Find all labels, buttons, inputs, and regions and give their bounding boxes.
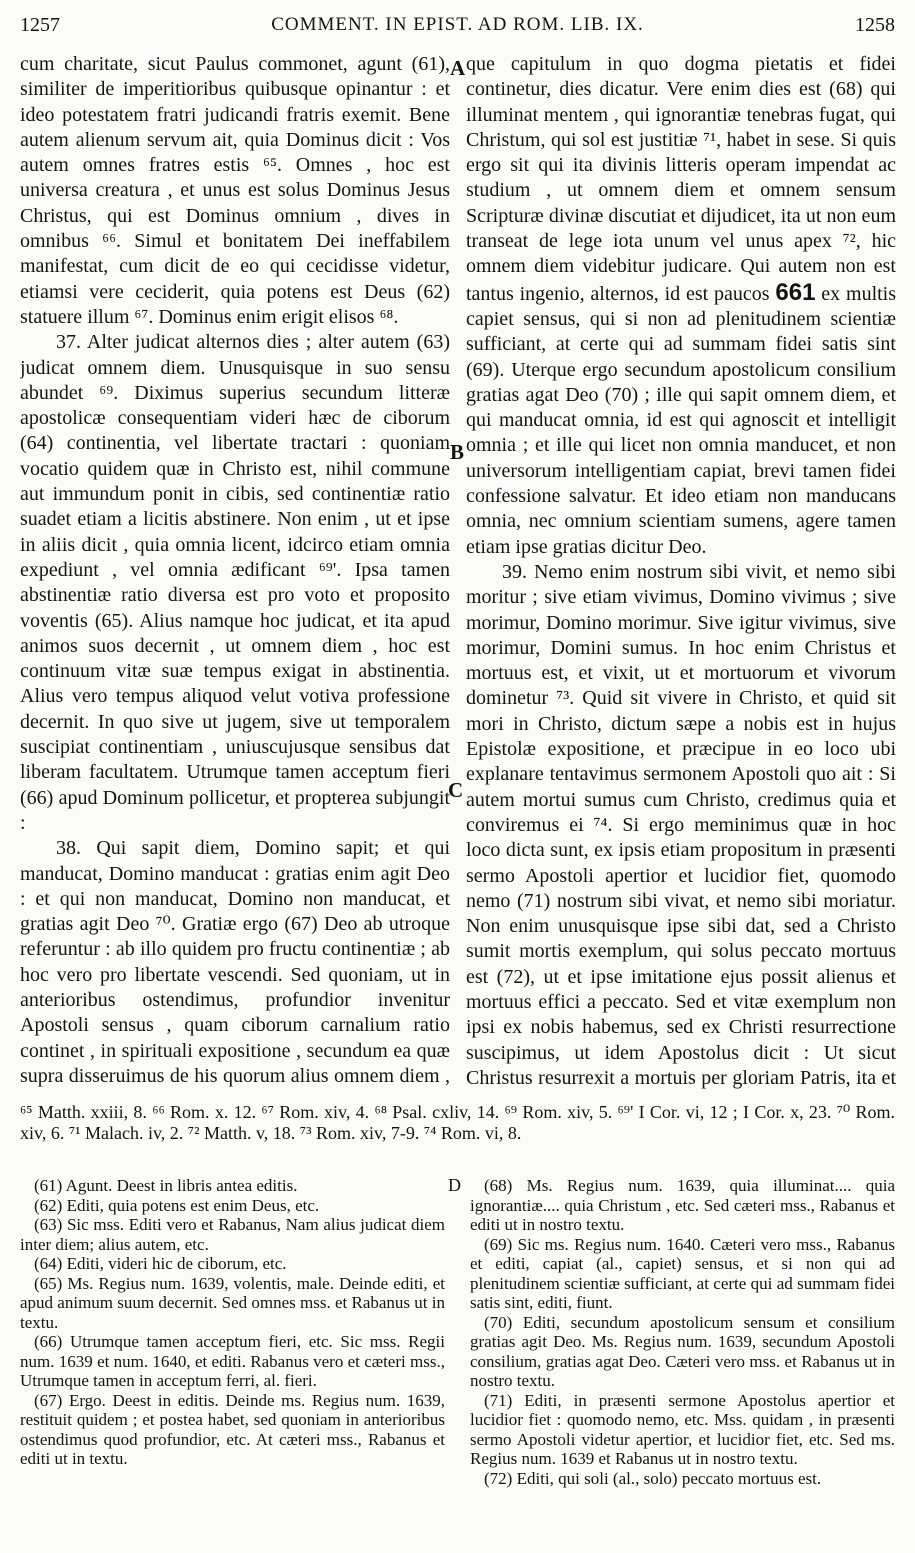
margin-letter-c: C (448, 778, 464, 802)
footnotes-left (20, 1176, 445, 1469)
footnote-71: (71) Editi, in præsenti sermone Apostolus apertior et lucidior fiet : quomodo nemo, etc. Mss. quidam , in præsenti sermo Apostoli videtur apertior, et lucidior fiet, etc. Sed ms. Regius num. 1639 et Rabanus ut in nostro textu. (470, 1390, 895, 1468)
page-number-right: 1258 (855, 14, 895, 36)
footnote-68: (68) Ms. Regius num. 1639, quia illuminat.... quia ignorantiæ.... quia Christum , etc. Sed cæteri mss., Rabanus et editi ut in nostro textu. (470, 1176, 895, 1234)
footnote-63: (63) Sic mss. Editi vero et Rabanus, Nam alius judicat diem inter diem; alius autem, etc. (20, 1215, 445, 1254)
text-before-page-number: que capitulum in quo dogma pietatis et fidei continetur, dies dicatur. Vere enim dies est (68) qui illuminat mentem , qui ignorantiæ tenebras fugat, qui Christum, qui sol est justitiæ ⁷¹, habet in sese. Si quis ergo sit qui ita divinis litteris operam impendat ac studium , ut omnem diem et omnem sensum Scripturæ divinæ discutiat et dijudicet, ita ut non eum transeat de lege iota unum vel unus apex ⁷², hic omnem diem videbitur judicare. Qui autem non est tantus ingenio, alternos, id est paucos (466, 53, 896, 305)
footnote-67: (67) Ergo. Deest in editis. Deinde ms. Regius num. 1639, restituit quidem ; et postea habet, sed quoniam in anterioribus ostendimus quod profundior, etc. At cæteri mss., Rabanus et editi ut in textu. (20, 1390, 445, 1468)
page-header (20, 6, 895, 40)
footnote-70: (70) Editi, secundum apostolicum sensum et consilium gratias agit Deo. Ms. Regius num. 1639, secundum Apostoli consilium, gratias agat Deo. Cæteri vero mss. et Rabanus ut in nostro textu. (470, 1312, 895, 1390)
footnote-69: (69) Sic ms. Regius num. 1640. Cæteri vero mss., Rabanus et editi, capiat (al., capiet) sensus, et si non qui ad plenitudinem scientiæ sufficiant, at certe qui ad summam fidei satis sint, editi, fiunt. (470, 1234, 895, 1312)
margin-letter-d: D (448, 1175, 461, 1195)
paragraph-39: 39. Nemo enim nostrum sibi vivit, et nemo sibi moritur ; sive etiam vivimus, Domino vivimus ; sive morimur, Domino morimur. Sive igitur vivimus, sive morimur, Domini sumus. In hoc enim Christus et mortuus est, et vixit, ut et mortuorum et vivorum dominetur ⁷³. Quid sit vivere in Christo, et quid sit mori in Christo, dictum sæpe a nobis est in hujus Epistolæ expositione, et præcipue in eo loco ubi explanare tentavimus sermonem Apostoli quo ait : Si autem mortui sumus cum Christo, credimus quia et conviremus ei ⁷⁴. Si ergo meminimus quæ in hoc loco dicta sunt, ex ipsis etiam propositum in præsenti sermo Apostoli apertior et lucidior fiet, quomodo nemo (71) nostrum sibi vivat, et nemo sibi moriatur. Non enim unusquisque ipse sibi dat, sed a Christo sumit mortis exemplum, qui solus peccato mortuus est (72), ut et ipse imitatione ejus possit alienus et mortuus effici a peccato. Sed et vitæ exemplum non ipsi ex nobis habemus, sed ex Christi resurrectione suscipimus, ut idem Apostolus dicit : Ut sicut Christus resurrexit a mortuis per gloriam Patris, ita et (466, 560, 896, 1089)
page-number-left: 1257 (20, 14, 60, 36)
margin-letter-b: B (450, 440, 465, 464)
left-text-column (20, 52, 450, 1092)
text-after-page-number: ex multis capiet sensus, qui si non ad plenitudinem scientiæ sufficiant, at certe qui ad summam fidei satis sint (69). Uterque ergo secundum apostolicum consilium gratias agat Deo (70) ; ille qui sapit omnem diem, et qui manducat omnia, id est qui agnoscit et intelligit omnia ; et ille qui licet non omnia manducet, et non universorum intelligentiam capiat, brevi tamen fidei confessione salvatur. Et ideo etiam non manducans omnia, nec omnium scientiam sumens, agere tamen etiam ipse gratias dicitur Deo. (466, 282, 896, 558)
footnote-64: (64) Editi, videri hic de ciborum, etc. (34, 1254, 287, 1273)
footnote-65: (65) Ms. Regius num. 1639, volentis, male. Deinde editi, et apud animum suum decernit. Sed omnes mss. et Rabanus ut in textu. (20, 1273, 445, 1332)
footnotes-right (470, 1176, 895, 1488)
footnote-66: (66) Utrumque tamen acceptum fieri, etc. Sic mss. Regii num. 1639 et num. 1640, et editi. Rabanus vero et cæteri mss., Utrumque tamen in acceptum ferri, al. fieri. (20, 1332, 445, 1390)
scripture-citations: ⁶⁵ Matth. xxiii, 8. ⁶⁶ Rom. x. 12. ⁶⁷ Rom. xiv, 4. ⁶⁸ Psal. cxliv, 14. ⁶⁹ Rom. xiv, 5. ⁶⁹' I Cor. vi, 12 ; I Cor. x, 23. ⁷⁰ Rom. xiv, 6. ⁷¹ Malach. iv, 2. ⁷² Matth. v, 18. ⁷³ Rom. xiv, 7-9. ⁷⁴ Rom. vi, 8. (20, 1102, 895, 1143)
paragraph-continuation-right (466, 52, 896, 560)
margin-letter-a: A (450, 56, 466, 80)
right-text-column (466, 52, 896, 1092)
footnote-62: (62) Editi, quia potens est enim Deus, etc. (34, 1195, 320, 1215)
running-title: COMMENT. IN EPIST. AD ROM. LIB. IX. (271, 14, 644, 35)
inline-page-number: 661 (775, 278, 816, 306)
paragraph-continuation: cum charitate, sicut Paulus commonet, agunt (61), similiter de imperitioribus quibusque opinantur : et ideo potestatem fratri judicandi fratris exemit. Bene autem alienum servum ait, quia Dominus dicit : Vos autem omnes fratres estis ⁶⁵. Omnes , hoc est universa creatura , et unus est solus Dominus Jesus Christus, qui est Dominus omnium , dives in omnibus ⁶⁶. Simul et bonitatem Dei ineffabilem manifestat, cum dicit de eo qui cecidisse videtur, etiamsi vere ceciderit, quia potens est Deus (62) statuere illum ⁶⁷. Dominus enim erigit elisos ⁶⁸. (20, 53, 450, 328)
footnote-61: (61) Agunt. Deest in libris antea editis. (34, 1176, 298, 1195)
paragraph-38: 38. Qui sapit diem, Domino sapit; et qui manducat, Domino manducat : gratias enim agit Deo : et qui non manducat, Domino non manducat, et gratias agit Deo ⁷⁰. Gratiæ ergo (67) Deo ab utroque referuntur : ab illo quidem pro fructu continentiæ ; ab hoc vero pro libertate vescendi. Sed quoniam, ut in anterioribus ostendimus, profundior invenitur Apostoli sensus , quam ciborum carnalium ratio continet , in spirituali expositione , secundum ea quæ supra disseruimus de his quorum alius omnem diem , (20, 837, 450, 1087)
footnote-72: (72) Editi, qui soli (al., solo) peccato mortuus est. (484, 1468, 822, 1488)
paragraph-37: 37. Alter judicat alternos dies ; alter autem (63) judicat omnem diem. Unusquisque in suo sensu abundet ⁶⁹. Diximus superius secundum litteræ apostolicæ consequentiam videri hæc de ciborum (64) continentia, vel libertate tractari : quoniam vocatio quidem quæ in Christo est, nihil commune aut immundum ponit in cibis, sed continentiæ ratio suadet etiam a licitis abstinere. Non enim , ut et ipse in aliis dicit , quia omnia licent, idcirco etiam omnia expediunt , vel omnia ædificant ⁶⁹'. Ipsa tamen abstinentiæ ratio diversa est pro voto et proposito voventis (65). Alius namque hoc judicat, et ita apud animos suos decernit , ut omnem diem , hoc est continuum vitæ suæ tempus exigat in abstinentia. Alius vero tempus aliquod velut votiva professione decernit. In quo sive ut jugem, sive ut temporalem suscipiat continentiam , uniuscujusque sensibus dat liberam facultatem. Utrumque tamen acceptum fieri (66) apud Dominum pollicetur, et propterea subjungit : (20, 331, 450, 834)
